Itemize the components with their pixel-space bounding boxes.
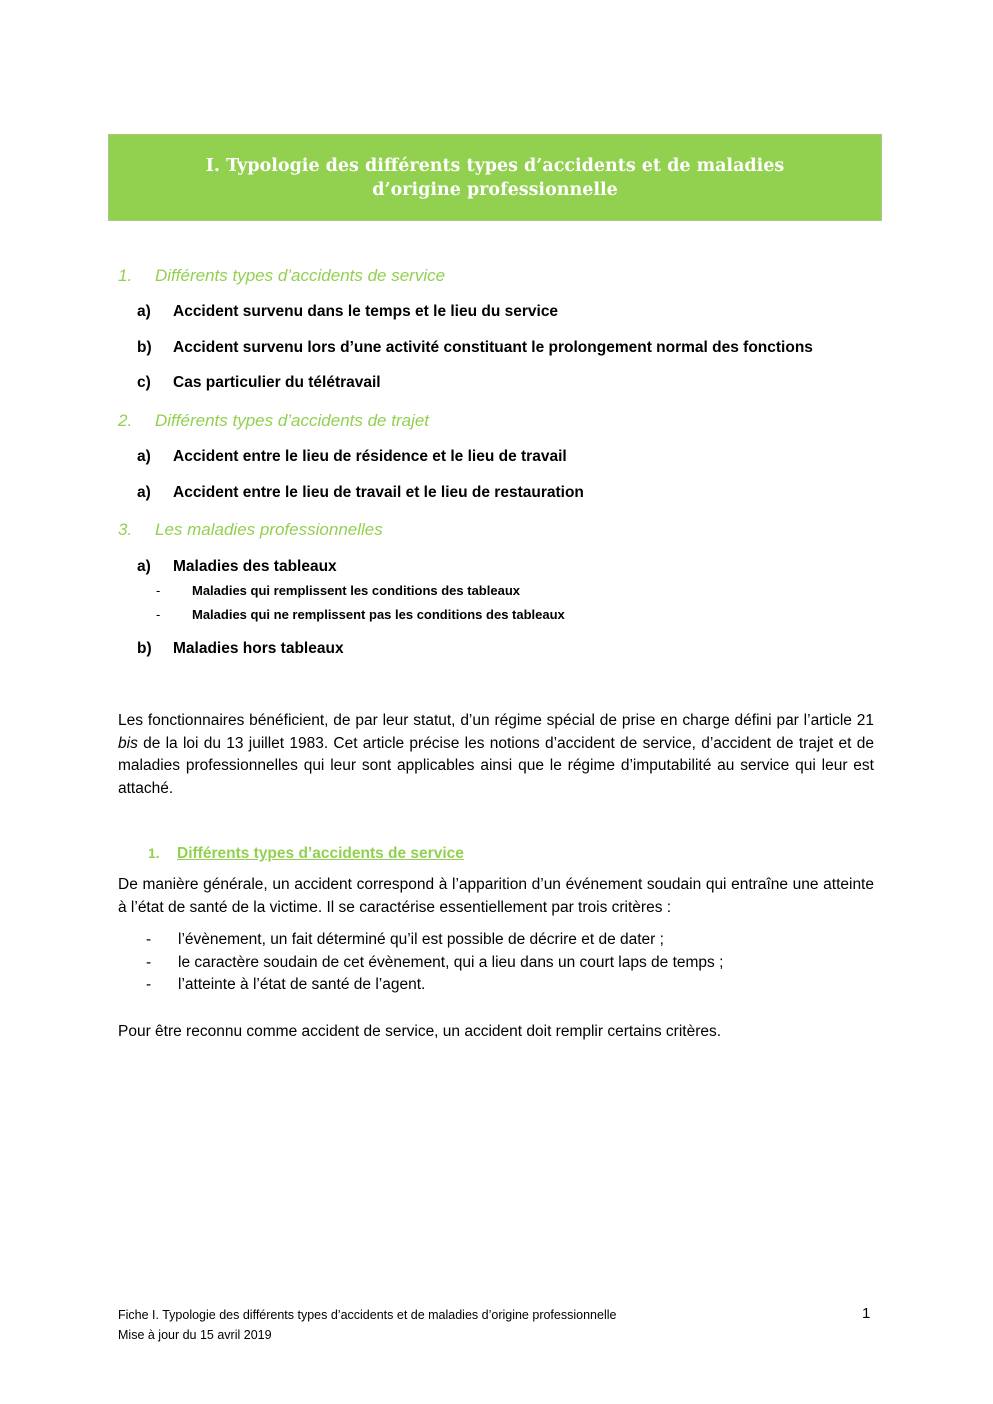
outline-item bbox=[137, 483, 584, 503]
outline-subitem-text: Maladies qui remplissent les conditions des tableaux bbox=[192, 583, 520, 598]
outline-item-label: c) bbox=[137, 374, 151, 391]
outline-item bbox=[137, 639, 344, 659]
outline-heading-number: 2. bbox=[118, 411, 133, 430]
outline-item-text: Maladies des tableaux bbox=[173, 558, 337, 575]
outline-item-text: Accident survenu lors d’une activité constituant le prolongement normal des fonctions bbox=[173, 339, 813, 356]
banner-title: I. Typologie des différents types d’accidents et de maladies d’origine professionnelle bbox=[205, 155, 785, 200]
outline-item-label: a) bbox=[137, 484, 151, 501]
dash-marker: - bbox=[146, 976, 152, 993]
bullet-item bbox=[146, 974, 425, 996]
outline-subitem bbox=[156, 582, 520, 600]
outline-subitem-text: Maladies qui ne remplissent pas les conditions des tableaux bbox=[192, 607, 565, 622]
section-heading-text: Différents types d’accidents de service bbox=[177, 845, 464, 862]
bullet-text: l’atteinte à l’état de santé de l’agent. bbox=[178, 976, 426, 993]
section-heading-number: 1. bbox=[148, 845, 160, 861]
dash-marker: - bbox=[146, 931, 152, 948]
outline-item-text: Maladies hors tableaux bbox=[173, 640, 344, 657]
intro-paragraph bbox=[118, 710, 874, 800]
outline-item-text: Accident entre le lieu de résidence et le lieu de travail bbox=[173, 448, 567, 465]
intro-italic: bis bbox=[118, 734, 138, 752]
outline-item bbox=[137, 302, 558, 322]
outline-heading-text: Les maladies professionnelles bbox=[155, 520, 383, 539]
intro-text-start: Les fonctionnaires bénéficient, de par leur statut, d’un régime spécial de prise en charge défini par l’article 21 bbox=[118, 712, 874, 729]
outline-heading-number: 3. bbox=[118, 520, 133, 539]
dash-marker: - bbox=[156, 607, 161, 622]
dash-marker: - bbox=[146, 954, 152, 971]
outline-heading-1 bbox=[118, 265, 445, 287]
footer-date: Mise à jour du 15 avril 2019 bbox=[118, 1328, 272, 1342]
outline-item bbox=[137, 373, 381, 393]
section-banner bbox=[108, 134, 882, 221]
outline-item bbox=[137, 557, 337, 577]
body-paragraph: De manière générale, un accident correspond à l’apparition d’un événement soudain qui entraîne une atteinte à l’état de santé de la victime. Il se caractérise essentiellement par trois critères : bbox=[118, 876, 874, 916]
bullet-text: le caractère soudain de cet évènement, qui a lieu dans un court laps de temps ; bbox=[178, 954, 724, 971]
outline-item bbox=[137, 447, 567, 467]
outline-heading-text: Différents types d’accidents de service bbox=[155, 266, 446, 285]
outline-heading-2 bbox=[118, 410, 429, 432]
outline-item-text: Accident entre le lieu de travail et le lieu de restauration bbox=[173, 484, 584, 501]
section-heading bbox=[148, 843, 464, 864]
outline-item-text: Cas particulier du télétravail bbox=[173, 374, 381, 391]
outline-heading-3 bbox=[118, 519, 383, 541]
outline-heading-text: Différents types d’accidents de trajet bbox=[155, 411, 430, 430]
outline-item-label: a) bbox=[137, 448, 151, 465]
intro-text-end: de la loi du 13 juillet 1983. Cet article précise les notions d’accident de service, d’accident de trajet et de maladies professionnelles qui leur sont applicables ainsi que le régime d’imputabilité au service qui leur est attaché. bbox=[118, 734, 874, 797]
outline-subitem bbox=[156, 606, 565, 624]
outline-item-label: a) bbox=[137, 303, 151, 320]
dash-marker: - bbox=[156, 583, 161, 598]
outline-item-label: b) bbox=[137, 339, 152, 356]
outline-item-label: a) bbox=[137, 558, 151, 575]
page-number: 1 bbox=[862, 1305, 871, 1322]
outline-item-label: b) bbox=[137, 640, 152, 657]
bullet-item bbox=[146, 929, 664, 951]
footer-title: Fiche I. Typologie des différents types d’accidents et de maladies d’origine professionnelle bbox=[118, 1308, 617, 1322]
outline-item-text: Accident survenu dans le temps et le lieu du service bbox=[173, 303, 559, 320]
outline-item bbox=[137, 338, 813, 358]
outline-heading-number: 1. bbox=[118, 266, 133, 285]
bullet-text: l’évènement, un fait déterminé qu’il est possible de décrire et de dater ; bbox=[178, 931, 664, 948]
closing-paragraph: Pour être reconnu comme accident de service, un accident doit remplir certains critères. bbox=[118, 1023, 722, 1040]
bullet-item bbox=[146, 952, 723, 974]
